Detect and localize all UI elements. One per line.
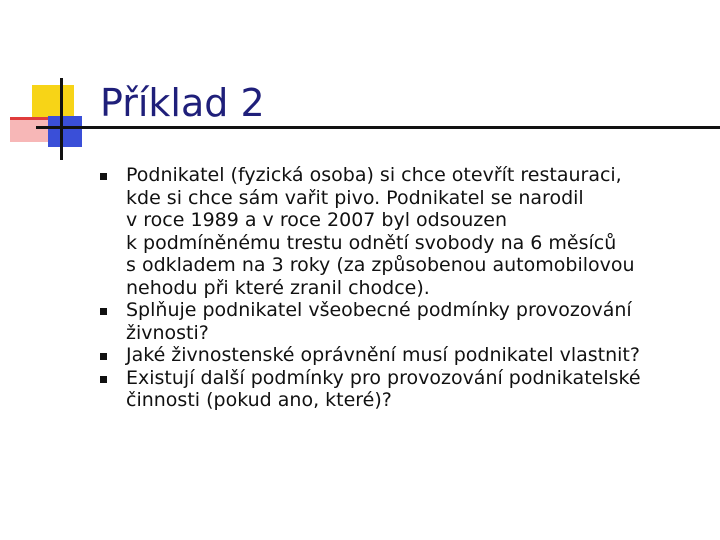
bullet-text-line: Jaké živnostenské oprávnění musí podnikatel vlastnit? — [126, 344, 640, 366]
bullet-item — [100, 299, 705, 344]
bullet-item — [100, 367, 705, 412]
bullet-text-line: Existují další podmínky pro provozování podnikatelské — [126, 366, 641, 389]
slide-title: Příklad 2 — [100, 81, 265, 125]
title-decoration-blue-square — [48, 116, 82, 147]
title-decoration-vertical-line — [60, 78, 63, 160]
title-underline — [36, 126, 720, 129]
bullet-text-line: v roce 1989 a v roce 2007 byl odsouzen — [126, 209, 508, 231]
bullet-text-line: s odkladem na 3 roky (za způsobenou automobilovou — [126, 254, 635, 276]
bullet-item — [100, 164, 705, 299]
bullet-text-line: nehodu při které zranil chodce). — [126, 276, 430, 299]
bullet-text-line: kde si chce sám vařit pivo. Podnikatel se narodil — [126, 186, 584, 209]
bullet-item — [100, 344, 705, 367]
bullet-text-line: Splňuje podnikatel všeobecné podmínky provozování — [126, 299, 632, 321]
bullet-list — [100, 164, 705, 412]
bullet-square-icon — [100, 353, 107, 360]
bullet-square-icon — [100, 173, 107, 180]
bullet-text-line: k podmíněnému trestu odnětí svobody na 6 měsíců — [126, 231, 617, 254]
bullet-text-line: Podnikatel (fyzická osoba) si chce otevřít restauraci, — [126, 164, 622, 186]
bullet-square-icon — [100, 308, 107, 315]
bullet-text-line: živnosti? — [126, 321, 209, 344]
bullet-square-icon — [100, 376, 107, 383]
bullet-text-line: činnosti (pokud ano, které)? — [126, 389, 392, 411]
